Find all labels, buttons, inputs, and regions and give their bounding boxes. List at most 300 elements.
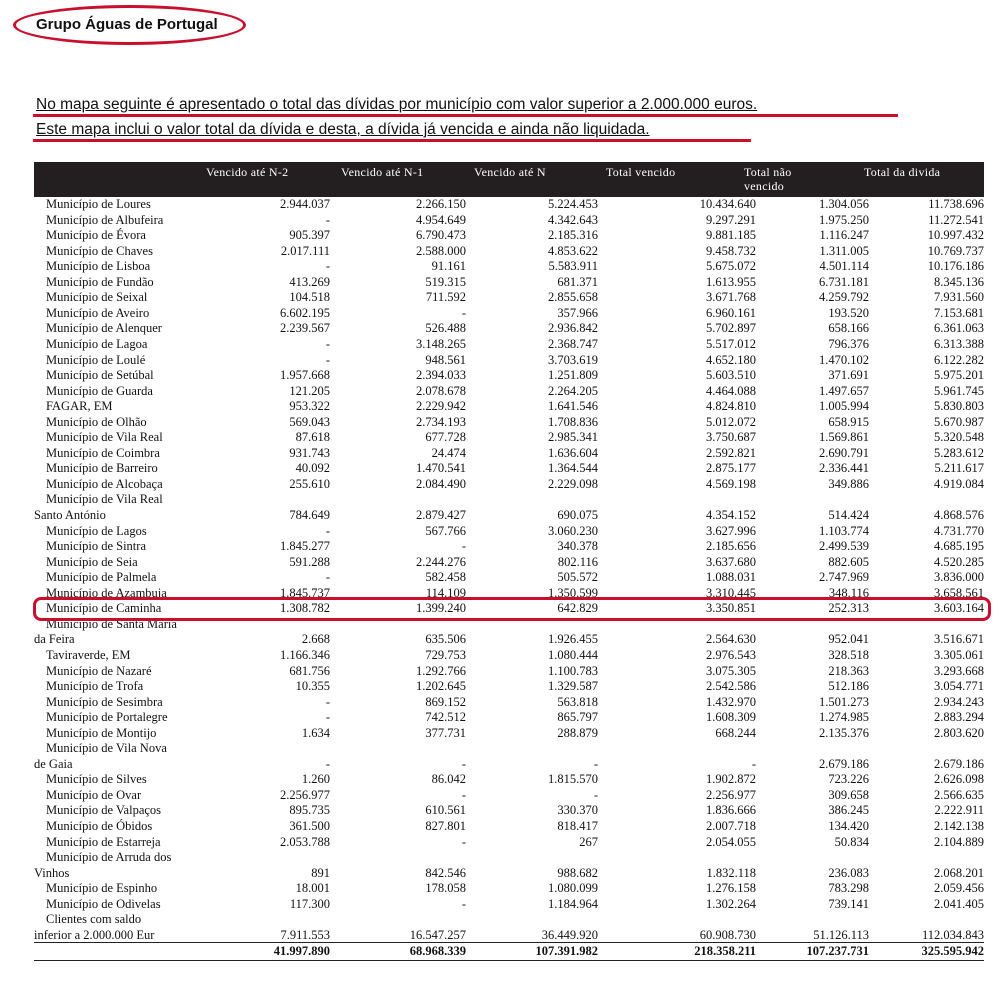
table-row — [34, 446, 984, 462]
row-value: - — [325, 694, 330, 709]
row-value: 642.829 — [557, 601, 598, 616]
row-value: 2.936.842 — [548, 321, 598, 336]
table-row — [34, 321, 984, 337]
row-value: 1.304.056 — [819, 197, 869, 211]
row-label: Município de Évora — [46, 228, 146, 243]
row-value: 134.420 — [828, 819, 869, 833]
row-value: 931.743 — [289, 445, 330, 460]
row-value: 2.679.186 — [934, 756, 984, 771]
row-value: 1.613.955 — [706, 274, 756, 289]
row-value: 91.161 — [431, 259, 466, 274]
table-header — [34, 162, 984, 197]
intro-line-1: No mapa seguinte é apresentado o total das dívidas por município com valor superior a 2.000.000 euros. — [36, 96, 758, 113]
row-label: Clientes com saldo — [46, 912, 142, 927]
row-value: 2.879.427 — [416, 508, 466, 522]
row-label: Município de Caminha — [46, 601, 162, 616]
row-value: 4.731.770 — [934, 523, 984, 538]
row-value: 783.298 — [828, 881, 869, 896]
row-value: 11.738.696 — [928, 197, 984, 211]
row-value: 36.449.920 — [541, 927, 598, 942]
row-value: 40.092 — [295, 461, 330, 476]
row-value: 1.350.599 — [548, 585, 598, 600]
row-value: 2.256.977 — [280, 787, 330, 802]
row-value: 1.399.240 — [416, 601, 466, 616]
row-value: 2.394.033 — [416, 368, 466, 383]
row-value: 18.001 — [295, 881, 330, 896]
row-value: 4.342.643 — [548, 212, 598, 227]
table-row — [34, 741, 984, 757]
row-value: 668.244 — [715, 725, 756, 740]
row-value: 739.141 — [828, 896, 869, 911]
table-row — [34, 508, 984, 524]
row-value: 2.264.205 — [548, 383, 598, 398]
row-label: FAGAR, EM — [46, 399, 113, 414]
row-value: 3.075.305 — [706, 663, 756, 678]
row-value: - — [461, 834, 466, 849]
col-header-total-nao-vencido: Total não vencido — [744, 165, 792, 193]
row-value: - — [593, 787, 598, 802]
row-value: 1.202.645 — [416, 679, 466, 694]
table-row — [34, 757, 984, 773]
row-label: Município de Vila Real — [46, 430, 163, 445]
row-value: 818.417 — [557, 819, 598, 833]
table-row — [34, 290, 984, 306]
row-value: 3.310.445 — [706, 585, 756, 600]
table-row — [34, 415, 984, 431]
row-value: 3.516.671 — [934, 632, 984, 647]
row-value: 869.152 — [425, 694, 466, 709]
row-label: Município de Portalegre — [46, 710, 168, 725]
row-value: 86.042 — [431, 772, 466, 787]
row-value: 1.608.309 — [706, 710, 756, 725]
caminha-row-highlight — [33, 597, 991, 621]
row-value: 2.734.193 — [416, 414, 466, 429]
row-value: 988.682 — [557, 865, 598, 880]
row-label: Município de Odivelas — [46, 896, 161, 911]
row-value: 3.658.561 — [934, 585, 984, 600]
row-value: 784.649 — [289, 508, 330, 522]
row-value: 288.879 — [557, 725, 598, 740]
row-value: 1.957.668 — [280, 368, 330, 383]
row-value: 2.135.376 — [819, 725, 869, 740]
row-value: 10.769.737 — [927, 243, 984, 258]
table-row — [34, 368, 984, 384]
row-value: 5.830.803 — [934, 399, 984, 414]
table-row — [34, 788, 984, 804]
row-value: 2.185.316 — [548, 228, 598, 243]
row-label: Município de Lagoa — [46, 336, 148, 351]
row-value: - — [325, 523, 330, 538]
table-row — [34, 648, 984, 664]
row-value: 567.766 — [425, 523, 466, 538]
row-value: 1.501.273 — [819, 694, 869, 709]
row-value: 349.886 — [828, 476, 869, 491]
col-header-vencido-n1: Vencido até N-1 — [341, 165, 424, 179]
row-value: 2.747.969 — [819, 570, 869, 585]
row-label: Município de Guarda — [46, 383, 153, 398]
row-value: 2.078.678 — [416, 383, 466, 398]
row-value: 1.836.666 — [706, 803, 756, 818]
row-value: 16.547.257 — [409, 927, 466, 942]
row-value: 802.116 — [557, 554, 598, 569]
row-value: 309.658 — [828, 787, 869, 802]
row-value: 6.731.181 — [819, 274, 869, 289]
row-value: 3.350.851 — [706, 601, 756, 616]
row-value: 1.184.964 — [548, 896, 598, 911]
row-label: Município de Nazaré — [46, 663, 152, 678]
row-value: 1.166.346 — [280, 647, 330, 662]
row-value: 905.397 — [289, 228, 330, 243]
row-value: 2.256.977 — [706, 787, 756, 802]
row-value: 10.176.186 — [927, 259, 984, 274]
row-label: Município de Alenquer — [46, 321, 162, 336]
row-label: Município de Fundão — [46, 274, 154, 289]
row-value: 2.803.620 — [934, 725, 984, 740]
row-value: - — [325, 710, 330, 725]
bottom-rule — [34, 960, 984, 961]
table-row — [34, 570, 984, 586]
table-row — [34, 664, 984, 680]
row-value: 3.637.680 — [706, 554, 756, 569]
row-value: 2.059.456 — [934, 881, 984, 896]
row-value: 2.084.490 — [416, 476, 466, 491]
table-row — [34, 772, 984, 788]
row-value: 1.470.541 — [416, 461, 466, 476]
row-value: 4.259.792 — [819, 290, 869, 305]
row-value: 1.260 — [301, 772, 330, 787]
row-value: 1.641.546 — [548, 399, 598, 414]
table-row — [34, 524, 984, 540]
row-value: 6.790.473 — [416, 228, 466, 243]
table-row — [34, 430, 984, 446]
row-value: - — [325, 212, 330, 227]
row-label: Município de Lagos — [46, 523, 147, 538]
row-value: 7.911.553 — [280, 927, 330, 942]
row-value: 505.572 — [557, 570, 598, 585]
row-value: 2.679.186 — [819, 756, 869, 771]
row-value: - — [325, 336, 330, 351]
row-value: 6.313.388 — [934, 336, 984, 351]
row-value: 3.671.768 — [706, 290, 756, 305]
row-value: 6.960.161 — [706, 305, 756, 320]
row-value: 2.239.567 — [280, 321, 330, 336]
total-vencido-n2: 41.997.890 — [273, 944, 330, 958]
row-value: 178.058 — [425, 881, 466, 896]
row-value: 10.355 — [295, 679, 330, 694]
row-value: 252.313 — [828, 601, 869, 616]
row-value: 1.636.604 — [548, 445, 598, 460]
row-value: 582.458 — [425, 570, 466, 585]
row-value: 948.561 — [425, 352, 466, 367]
row-value: 114.109 — [425, 585, 466, 600]
row-label: da Feira — [34, 632, 75, 647]
row-value: 514.424 — [828, 508, 869, 522]
intro-underline-1 — [33, 114, 898, 117]
row-value: 690.075 — [557, 508, 598, 522]
row-label: Município de Seia — [46, 554, 138, 569]
row-value: 10.997.432 — [927, 228, 984, 243]
row-value: 377.731 — [425, 725, 466, 740]
row-value: 1.902.872 — [706, 772, 756, 787]
row-value: 796.376 — [828, 336, 869, 351]
row-value: 891 — [311, 865, 330, 880]
row-value: 4.853.622 — [548, 243, 598, 258]
table-row — [34, 337, 984, 353]
row-value: 1.080.444 — [548, 647, 598, 662]
document-title: Grupo Águas de Portugal — [36, 16, 218, 33]
row-label: Município de Valpaços — [46, 803, 162, 818]
row-value: 2.041.405 — [934, 896, 984, 911]
table-row — [34, 353, 984, 369]
row-label: Município de Vila Real — [46, 492, 163, 507]
row-value: 3.305.061 — [934, 647, 984, 662]
row-label: Município de Silves — [46, 772, 147, 787]
table-row — [34, 228, 984, 244]
row-value: 1.088.031 — [706, 570, 756, 585]
row-value: 9.297.291 — [706, 212, 756, 227]
row-value: 827.801 — [425, 819, 466, 833]
row-value: 953.322 — [289, 399, 330, 414]
row-value: 519.315 — [425, 274, 466, 289]
row-label: Município de Lisboa — [46, 259, 151, 274]
row-value: 9.458.732 — [706, 243, 756, 258]
table-row — [34, 835, 984, 851]
row-value: 3.060.230 — [548, 523, 598, 538]
total-vencido-n: 107.391.982 — [535, 944, 598, 958]
table-row — [34, 539, 984, 555]
row-value: 6.361.063 — [934, 321, 984, 336]
row-value: - — [325, 570, 330, 585]
row-value: 3.627.996 — [706, 523, 756, 538]
row-value: 193.520 — [828, 305, 869, 320]
row-value: 255.610 — [289, 476, 330, 491]
row-label: Município de Óbidos — [46, 819, 153, 833]
row-value: 4.954.649 — [416, 212, 466, 227]
table-row — [34, 555, 984, 571]
row-value: - — [461, 539, 466, 554]
row-value: 4.354.152 — [706, 508, 756, 522]
row-value: 2.368.747 — [548, 336, 598, 351]
row-value: 5.583.911 — [548, 259, 598, 274]
row-value: 117.300 — [289, 896, 330, 911]
table-row — [34, 259, 984, 275]
intro-line-2: Este mapa inclui o valor total da dívida e desta, a dívida já vencida e ainda não liquidada. — [36, 121, 650, 138]
row-value: 4.501.114 — [819, 259, 869, 274]
row-value: 8.345.136 — [934, 274, 984, 289]
row-value: 1.274.985 — [819, 710, 869, 725]
row-value: 1.364.544 — [548, 461, 598, 476]
row-value: 1.100.783 — [548, 663, 598, 678]
row-value: 2.104.889 — [934, 834, 984, 849]
row-value: 2.336.441 — [819, 461, 869, 476]
total-total-vencido: 218.358.211 — [694, 944, 756, 958]
row-value: 681.371 — [557, 274, 598, 289]
row-label: Município de Palmela — [46, 570, 157, 585]
row-value: 1.251.809 — [548, 368, 598, 383]
row-label: Município de Santa Maria — [46, 616, 177, 631]
row-label: Município de Setúbal — [46, 368, 154, 383]
row-value: 5.517.012 — [706, 336, 756, 351]
row-value: 952.041 — [828, 632, 869, 647]
row-value: - — [325, 259, 330, 274]
row-label: Município de Seixal — [46, 290, 148, 305]
row-value: 842.546 — [425, 865, 466, 880]
table-row — [34, 213, 984, 229]
row-value: 413.269 — [289, 274, 330, 289]
table-row — [34, 679, 984, 695]
row-label: Município de Coimbra — [46, 445, 160, 460]
table-row — [34, 819, 984, 835]
row-value: 2.266.150 — [416, 197, 466, 211]
row-value: 1.634 — [301, 725, 330, 740]
row-value: 3.054.771 — [934, 679, 984, 694]
table-row — [34, 912, 984, 928]
row-value: 87.618 — [295, 430, 330, 445]
row-value: - — [461, 305, 466, 320]
row-value: 2.229.942 — [416, 399, 466, 414]
row-value: 1.080.099 — [548, 881, 598, 896]
row-value: 2.883.294 — [934, 710, 984, 725]
table-row — [34, 726, 984, 742]
row-value: 267 — [579, 834, 598, 849]
row-label: Taviraverde, EM — [46, 647, 131, 662]
row-value: 5.675.072 — [706, 259, 756, 274]
row-value: 2.564.630 — [706, 632, 756, 647]
row-value: 2.499.539 — [819, 539, 869, 554]
row-value: 9.881.185 — [706, 228, 756, 243]
row-value: 1.005.994 — [819, 399, 869, 414]
row-value: 2.944.037 — [280, 197, 330, 211]
row-value: 104.518 — [289, 290, 330, 305]
row-value: 5.975.201 — [934, 368, 984, 383]
row-label: Município de Albufeira — [46, 212, 164, 227]
row-value: 1.276.158 — [706, 881, 756, 896]
col-header-vencido-n2: Vencido até N-2 — [206, 165, 289, 179]
row-value: 1.432.970 — [706, 694, 756, 709]
row-value: 5.670.987 — [934, 414, 984, 429]
row-value: 723.226 — [828, 772, 869, 787]
row-value: 4.919.084 — [934, 476, 984, 491]
row-value: 1.708.836 — [548, 414, 598, 429]
table-row — [34, 399, 984, 415]
row-value: 2.229.098 — [548, 476, 598, 491]
row-value: 681.756 — [289, 663, 330, 678]
row-value: 1.302.264 — [706, 896, 756, 911]
row-value: - — [325, 756, 330, 771]
row-value: - — [461, 787, 466, 802]
row-label: Município de Olhão — [46, 414, 147, 429]
row-label: Município de Sintra — [46, 539, 146, 554]
row-value: 4.685.195 — [934, 539, 984, 554]
row-value: 4.652.180 — [706, 352, 756, 367]
intro-underline-2 — [33, 139, 751, 142]
row-value: 2.142.138 — [934, 819, 984, 833]
table-row — [34, 244, 984, 260]
col-header-total-divida: Total da divida — [864, 165, 941, 179]
row-value: 1.497.657 — [819, 383, 869, 398]
row-value: 2.592.821 — [706, 445, 756, 460]
row-value: 1.329.587 — [548, 679, 598, 694]
row-value: 2.875.177 — [706, 461, 756, 476]
row-value: 1.308.782 — [280, 601, 330, 616]
row-value: 1.116.247 — [819, 228, 869, 243]
row-value: 1.975.250 — [819, 212, 869, 227]
table-row — [34, 477, 984, 493]
row-value: 361.500 — [289, 819, 330, 833]
row-value: - — [461, 896, 466, 911]
row-value: 1.845.277 — [280, 539, 330, 554]
row-value: 11.272.541 — [928, 212, 984, 227]
row-value: 895.735 — [289, 803, 330, 818]
table-row — [34, 275, 984, 291]
row-value: 3.836.000 — [934, 570, 984, 585]
table-row — [34, 492, 984, 508]
row-value: 1.311.005 — [819, 243, 869, 258]
row-label: Município de Azambuja — [46, 585, 167, 600]
row-value: - — [751, 756, 756, 771]
row-value: 3.703.619 — [548, 352, 598, 367]
row-value: 591.288 — [289, 554, 330, 569]
row-label: de Gaia — [34, 756, 73, 771]
total-divida: 325.595.942 — [921, 944, 984, 958]
row-label: Município de Loulé — [46, 352, 146, 367]
row-value: 5.211.617 — [934, 461, 984, 476]
row-value: 2.566.635 — [934, 787, 984, 802]
row-value: 6.122.282 — [934, 352, 984, 367]
table-row — [34, 695, 984, 711]
row-value: 2.588.000 — [416, 243, 466, 258]
row-value: 2.007.718 — [706, 819, 756, 833]
row-value: 610.561 — [425, 803, 466, 818]
row-value: 1.815.570 — [548, 772, 598, 787]
row-label: Município de Ovar — [46, 787, 142, 802]
row-label: Santo António — [34, 508, 106, 522]
row-value: 2.053.788 — [280, 834, 330, 849]
row-value: 2.934.243 — [934, 694, 984, 709]
row-value: 569.043 — [289, 414, 330, 429]
row-value: 4.868.576 — [934, 508, 984, 522]
row-label: Município de Arruda dos — [46, 850, 172, 865]
table-row — [34, 897, 984, 913]
table-row — [34, 306, 984, 322]
row-label: Município de Barreiro — [46, 461, 158, 476]
row-value: 729.753 — [425, 647, 466, 662]
row-value: 5.702.897 — [706, 321, 756, 336]
col-header-vencido-n: Vencido até N — [474, 165, 546, 179]
row-value: 24.474 — [431, 445, 466, 460]
row-value: 5.224.453 — [548, 197, 598, 211]
row-value: 5.320.548 — [934, 430, 984, 445]
row-value: 4.464.088 — [706, 383, 756, 398]
row-value: 1.103.774 — [819, 523, 869, 538]
row-value: 711.592 — [425, 290, 466, 305]
table-row — [34, 850, 984, 866]
row-value: 742.512 — [425, 710, 466, 725]
row-value: 563.818 — [557, 694, 598, 709]
row-label: Município de Sesimbra — [46, 694, 163, 709]
row-value: 4.569.198 — [706, 476, 756, 491]
table-row — [34, 881, 984, 897]
row-value: 7.931.560 — [934, 290, 984, 305]
row-value: 2.626.098 — [934, 772, 984, 787]
row-value: 635.506 — [425, 632, 466, 647]
row-value: 236.083 — [828, 865, 869, 880]
row-value: 1.926.455 — [548, 632, 598, 647]
row-value: 1.832.118 — [706, 865, 756, 880]
row-value: 2.976.543 — [706, 647, 756, 662]
row-label: Município de Vila Nova — [46, 741, 167, 756]
row-label: Município de Alcobaça — [46, 476, 163, 491]
